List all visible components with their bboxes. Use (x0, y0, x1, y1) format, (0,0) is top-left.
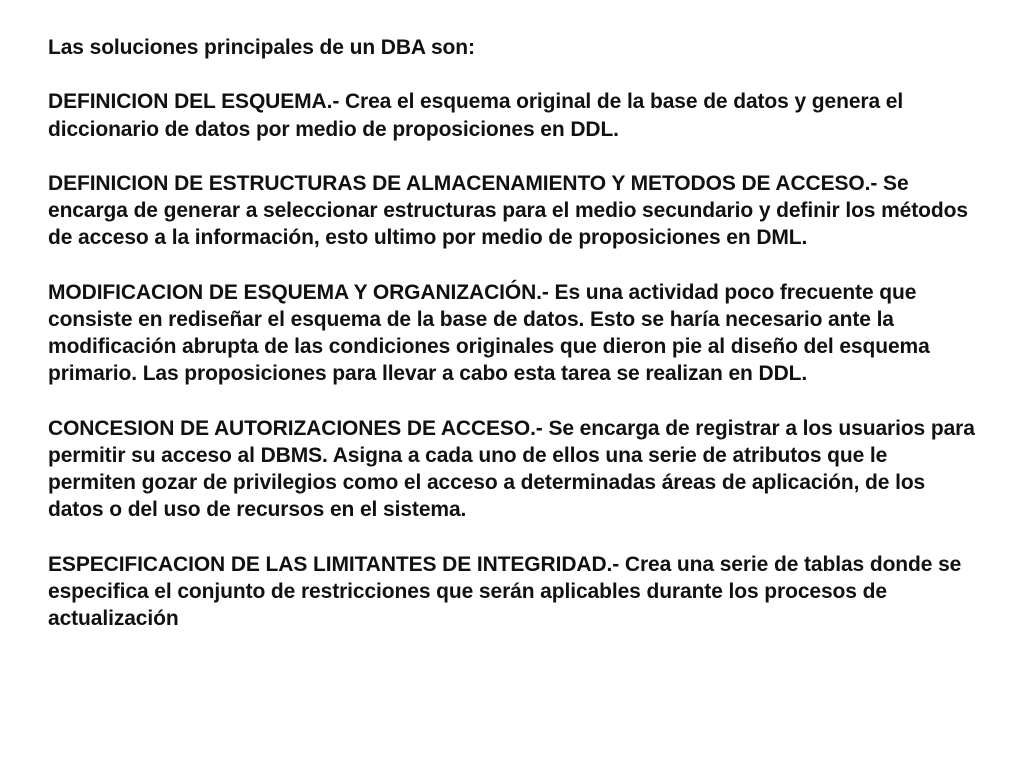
section-estructuras-almacenamiento (48, 170, 978, 252)
section-heading: ESPECIFICACION DE LAS LIMITANTES DE INTEGRIDAD.- (48, 552, 620, 576)
section-body: Crea el esquema original de la base de datos y genera el diccionario de datos por medio de proposiciones en DDL. (48, 90, 904, 141)
section-body: Crea una serie de tablas donde se especifica el conjunto de restricciones que serán aplicables durante los procesos de actualización (48, 552, 962, 631)
section-body: Se encarga de registrar a los usuarios para permitir su acceso al DBMS. Asigna a cada uno de ellos una serie de atributos que le permiten gozar de privilegios como el acceso a determinadas áreas de aplicación, de los datos o del uso de recursos en el sistema. (48, 416, 975, 522)
section-definicion-esquema (48, 88, 978, 142)
section-limitantes-integridad (48, 551, 978, 633)
intro-text: Las soluciones principales de un DBA son: (48, 36, 475, 59)
section-body: Es una actividad poco frecuente que consiste en rediseñar el esquema de la base de datos. Esto se haría necesario ante la modificación abrupta de las condiciones originales que dieron pie al diseño del esquema primario. Las proposiciones para llevar a cabo esta tarea se realizan en DDL. (48, 280, 930, 386)
section-heading: DEFINICION DEL ESQUEMA.- (48, 90, 340, 114)
section-heading: CONCESION DE AUTORIZACIONES DE ACCESO.- (48, 416, 543, 440)
section-heading: DEFINICION DE ESTRUCTURAS DE ALMACENAMIENTO Y METODOS DE ACCESO.- (48, 171, 878, 195)
slide-content (48, 34, 978, 632)
section-body: Se encarga de generar a seleccionar estructuras para el medio secundario y definir los métodos de acceso a la información, esto ultimo por medio de proposiciones en DML. (48, 171, 968, 250)
section-concesion-autorizaciones (48, 415, 978, 524)
section-heading: MODIFICACION DE ESQUEMA Y ORGANIZACIÓN.- (48, 280, 549, 304)
section-modificacion-esquema (48, 279, 978, 388)
